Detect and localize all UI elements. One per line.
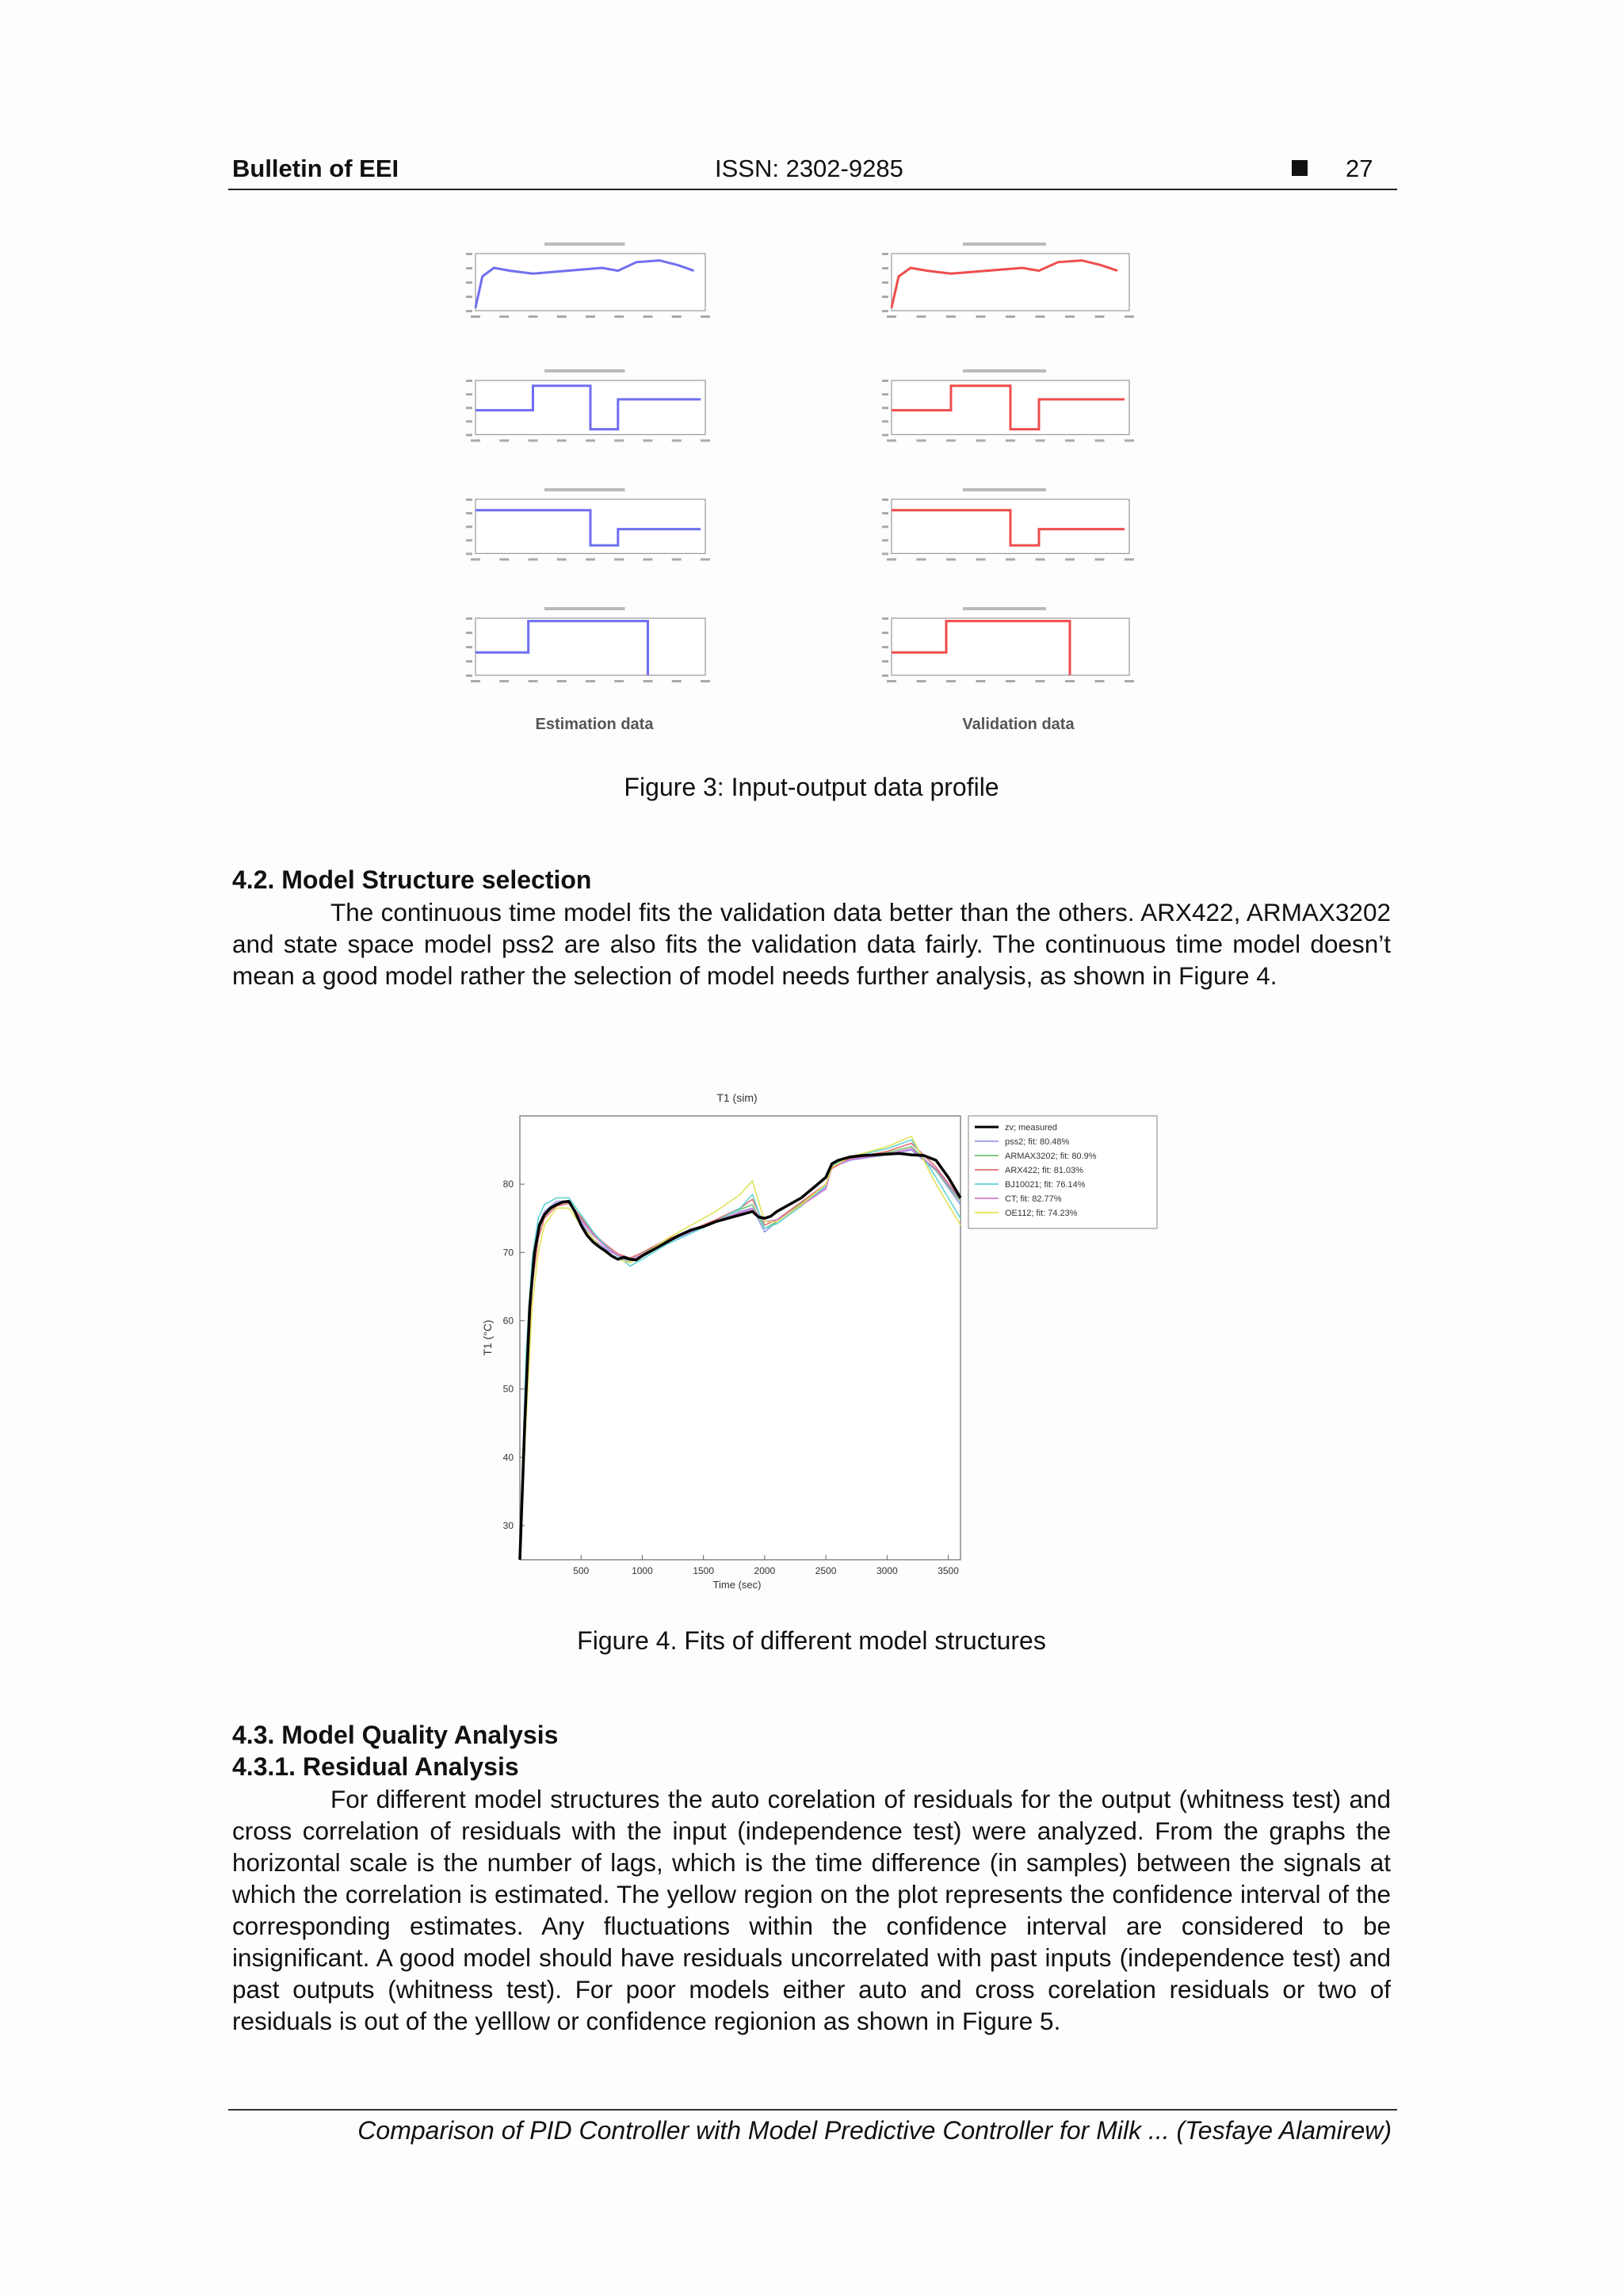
x-tick-placeholder [586,558,595,560]
square-bullet-icon [1292,160,1308,176]
y-tick-label: 60 [502,1315,514,1327]
x-tick-placeholder [529,680,538,682]
x-tick-label: 3000 [876,1565,898,1576]
x-axis-label: Time (sec) [712,1579,762,1591]
y-axis-label: T1 (°C) [481,1320,494,1356]
x-tick-placeholder [976,558,986,560]
y-tick-placeholder [882,499,888,501]
x-tick-placeholder [976,315,986,318]
x-tick-placeholder [887,680,896,682]
y-tick-placeholder [466,552,472,555]
x-tick-placeholder [1095,680,1105,682]
x-tick-label: 500 [573,1565,590,1576]
y-tick-placeholder [882,632,888,634]
x-tick-placeholder [946,558,956,560]
y-tick-placeholder [882,393,888,395]
panel-title-placeholder [544,488,625,491]
section-4-3-1-heading: 4.3.1. Residual Analysis [232,1752,519,1781]
x-tick-placeholder [1036,315,1045,318]
y-tick-placeholder [882,296,888,298]
panel-title-placeholder [963,369,1046,372]
x-tick-placeholder [499,439,509,441]
x-tick-placeholder [557,439,567,441]
x-tick-placeholder [643,439,653,441]
x-tick-placeholder [1036,680,1045,682]
x-tick-placeholder [1006,315,1015,318]
y-tick-placeholder [466,434,472,436]
footer-text: Comparison of PID Controller with Model Predictive Controller for Milk ... (Tesfaye Alamirew) [357,2116,1392,2145]
section-4-2-text: The continuous time model fits the validation data better than the others. ARX422, ARMAX3202 and state space model pss2 are also fits the validation data fairly. The continuous time model doesn’t mean a good model rather the selection of model needs further analysis, as shown in Figure 4. [232,898,1391,990]
y-tick-placeholder [882,617,888,620]
x-tick-placeholder [672,558,682,560]
x-tick-placeholder [471,680,480,682]
x-tick-placeholder [614,439,624,441]
y-tick-label: 50 [502,1383,514,1395]
page-number-block [1292,155,1373,183]
x-tick-placeholder [529,439,538,441]
y-tick-placeholder [882,267,888,269]
x-tick-placeholder [672,680,682,682]
x-tick-placeholder [1006,439,1015,441]
journal-name: Bulletin of EEI [232,155,399,182]
header-rule [228,189,1397,190]
y-tick-placeholder [882,552,888,555]
legend-entry: BJ10021; fit: 76.14% [1005,1180,1086,1190]
x-tick-placeholder [1125,439,1134,441]
x-tick-placeholder [976,439,986,441]
validation-label: Validation data [962,716,1075,733]
x-tick-placeholder [529,558,538,560]
x-tick-placeholder [946,315,956,318]
x-tick-placeholder [499,315,509,318]
y-tick-placeholder [466,296,472,298]
x-tick-placeholder [586,439,595,441]
x-tick-placeholder [471,558,480,560]
y-tick-placeholder [466,525,472,528]
legend-entry: ARX422; fit: 81.03% [1005,1166,1084,1175]
x-tick-placeholder [1065,558,1075,560]
y-tick-placeholder [466,617,472,620]
x-tick-placeholder [1036,439,1045,441]
page-number: 27 [1346,155,1373,182]
x-tick-placeholder [643,558,653,560]
y-tick-label: 30 [502,1519,514,1531]
section-4-2-paragraph [232,896,1391,991]
y-tick-placeholder [882,434,888,436]
y-tick-placeholder [466,267,472,269]
x-tick-placeholder [643,680,653,682]
y-tick-placeholder [882,281,888,284]
y-tick-placeholder [466,646,472,648]
x-tick-placeholder [917,680,926,682]
x-tick-placeholder [1006,680,1015,682]
x-tick-label: 2000 [754,1565,776,1576]
x-tick-placeholder [946,680,956,682]
panel-title-placeholder [963,607,1046,610]
legend-entry: OE112; fit: 74.23% [1005,1209,1078,1218]
validation-panels [882,243,1134,682]
y-tick-placeholder [882,310,888,312]
x-tick-label: 2500 [815,1565,837,1576]
x-tick-placeholder [887,315,896,318]
x-tick-placeholder [586,315,595,318]
figure-4 [475,1087,1173,1603]
y-tick-placeholder [466,632,472,634]
y-tick-placeholder [882,660,888,663]
x-tick-placeholder [917,558,926,560]
x-tick-placeholder [1125,680,1134,682]
legend-entry: pss2; fit: 80.48% [1005,1137,1070,1147]
x-tick-placeholder [1006,558,1015,560]
x-tick-placeholder [614,558,624,560]
estimation-label: Estimation data [535,716,654,733]
y-tick-placeholder [466,660,472,663]
x-tick-placeholder [529,315,538,318]
y-tick-placeholder [882,674,888,677]
x-tick-label: 1500 [693,1565,715,1576]
profile-panel-frame [892,618,1129,675]
x-tick-placeholder [557,558,567,560]
x-tick-placeholder [917,315,926,318]
x-tick-placeholder [701,315,710,318]
section-4-3-1-text: For different model structures the auto corelation of residuals for the output (whitness test) and cross correlation of residuals with the input (independence test) were analyzed. From the graphs the horizontal scale is the number of lags, which is the time difference (in samples) between the signals at which the correlation is estimated. The yellow region on the plot represents the confidence interval of the corresponding estimates. Any fluctuations within the confidence interval are considered to be insignificant. A good model should have residuals uncorrelated with past inputs (independence test) and past outputs (whitness test). For poor models either auto and cross corelation residuals or two of residuals is out of the yelllow or confidence regionion as shown in Figure 5. [232,1785,1391,2035]
y-tick-placeholder [882,407,888,409]
x-tick-placeholder [471,439,480,441]
x-tick-placeholder [586,680,595,682]
y-tick-placeholder [882,512,888,514]
plot-area [520,1116,960,1560]
y-tick-label: 80 [502,1179,514,1190]
y-tick-placeholder [466,539,472,541]
x-tick-placeholder [1095,315,1105,318]
section-4-2-heading: 4.2. Model Structure selection [232,865,592,894]
panel-title-placeholder [544,369,625,372]
x-tick-placeholder [701,439,710,441]
x-tick-label: 3500 [938,1565,959,1576]
x-tick-placeholder [614,315,624,318]
panel-title-placeholder [963,488,1046,491]
y-tick-placeholder [882,420,888,422]
x-tick-placeholder [887,558,896,560]
figure-3 [444,230,1205,745]
x-tick-placeholder [499,680,509,682]
x-tick-placeholder [614,680,624,682]
y-tick-placeholder [466,420,472,422]
y-tick-placeholder [466,499,472,501]
y-tick-placeholder [466,310,472,312]
y-tick-placeholder [882,539,888,541]
y-tick-placeholder [466,393,472,395]
x-tick-placeholder [1095,439,1105,441]
figure-3-plots [444,230,1205,745]
chart-title: T1 (sim) [716,1091,758,1104]
x-tick-placeholder [672,315,682,318]
x-tick-placeholder [557,315,567,318]
issn: ISSN: 2302-9285 [715,155,903,182]
x-tick-placeholder [499,558,509,560]
x-tick-placeholder [887,439,896,441]
figure-3-caption: Figure 3: Input-output data profile [624,773,999,801]
y-tick-placeholder [882,253,888,255]
profile-panel-frame [475,618,705,675]
panel-title-placeholder [544,607,625,610]
x-tick-placeholder [917,439,926,441]
y-tick-label: 70 [502,1247,514,1259]
estimation-panels [466,243,710,682]
panel-title-placeholder [963,243,1046,246]
x-tick-placeholder [557,680,567,682]
y-tick-placeholder [466,253,472,255]
section-4-3-1-paragraph [232,1783,1391,2037]
legend [968,1116,1157,1228]
y-tick-placeholder [882,525,888,528]
panel-title-placeholder [544,243,625,246]
y-tick-placeholder [882,646,888,648]
legend-entry: CT; fit: 82.77% [1005,1194,1062,1204]
y-tick-placeholder [466,281,472,284]
y-tick-placeholder [882,380,888,382]
y-tick-placeholder [466,674,472,677]
x-tick-placeholder [1095,558,1105,560]
x-tick-placeholder [976,680,986,682]
x-tick-placeholder [672,439,682,441]
footer-rule [228,2109,1397,2111]
y-tick-placeholder [466,407,472,409]
x-tick-placeholder [1065,439,1075,441]
x-tick-placeholder [1125,315,1134,318]
x-tick-placeholder [643,315,653,318]
x-tick-placeholder [471,315,480,318]
x-tick-placeholder [701,680,710,682]
x-tick-label: 1000 [632,1565,653,1576]
section-4-3-heading: 4.3. Model Quality Analysis [232,1721,559,1749]
y-tick-placeholder [466,380,472,382]
legend-entry: zv; measured [1005,1123,1058,1133]
x-tick-placeholder [946,439,956,441]
x-tick-placeholder [1065,680,1075,682]
legend-entry: ARMAX3202; fit: 80.9% [1005,1152,1097,1161]
x-tick-placeholder [1036,558,1045,560]
figure-4-caption: Figure 4. Fits of different model structures [577,1626,1046,1655]
x-tick-placeholder [1065,315,1075,318]
x-tick-placeholder [701,558,710,560]
figure-4-chart [475,1087,1173,1603]
y-tick-label: 40 [502,1451,514,1463]
x-tick-placeholder [1125,558,1134,560]
y-tick-placeholder [466,512,472,514]
